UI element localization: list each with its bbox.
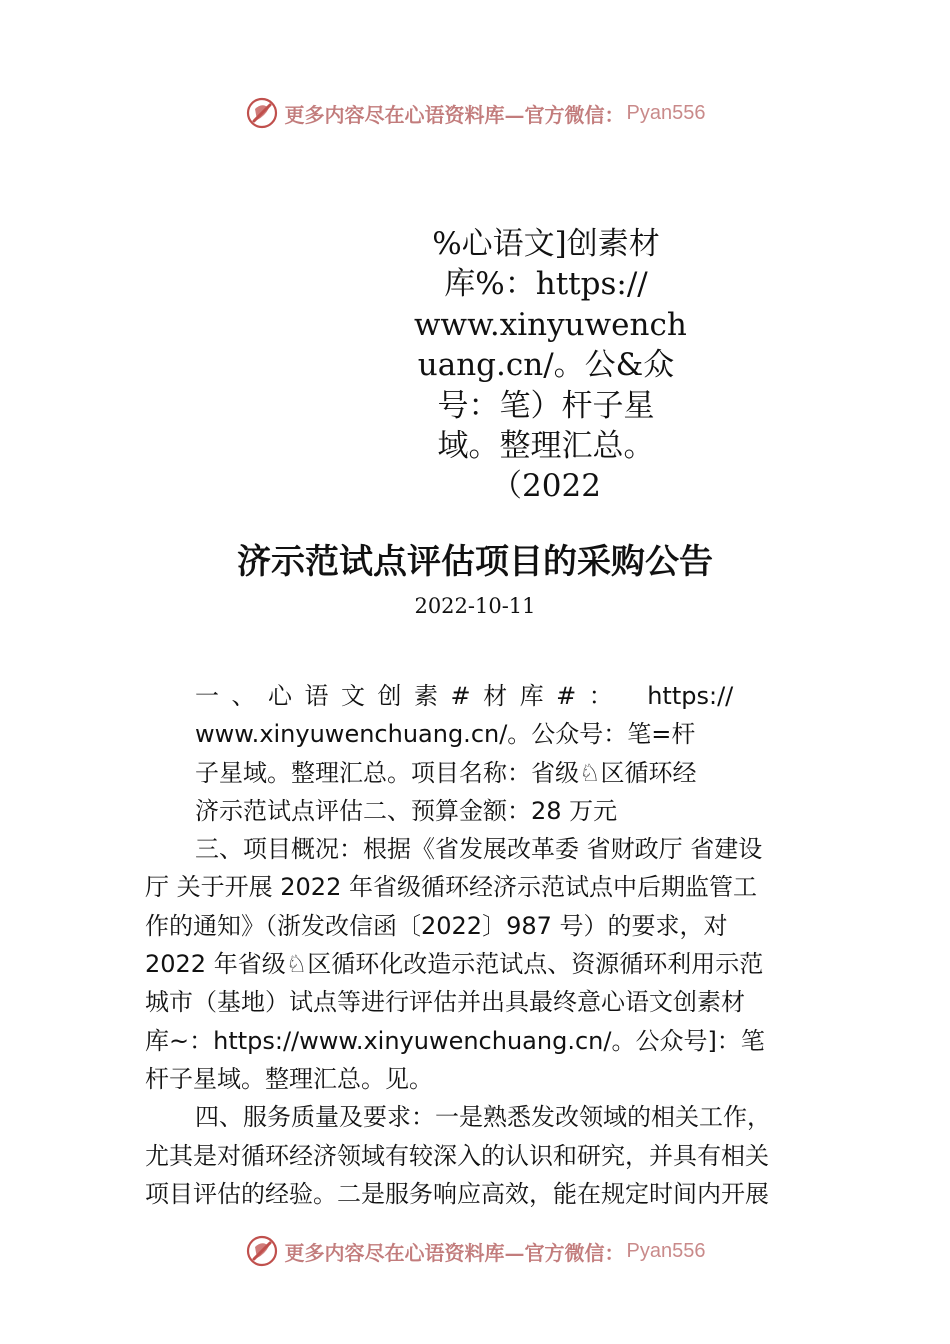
body-line: 2022 年省级♘区循环化改造示范试点、资源循环利用示范: [145, 950, 764, 979]
document-date: 2022-10-11: [414, 594, 536, 618]
header-line: 域。整理汇总。: [437, 428, 655, 465]
watermark-wechat-id: Pyan556: [626, 101, 706, 124]
watermark-wechat-id: Pyan556: [626, 1239, 706, 1262]
body-line: 作的通知》（浙发改信函〔2022〕987 号）的要求，对: [145, 911, 728, 940]
body-line: 库~：https://www.xinyuwenchuang.cn/。公众号]：笔: [145, 1026, 765, 1055]
library-logo-icon: [245, 1234, 279, 1268]
header-text-block: [414, 224, 687, 507]
body-line: 三、项目概况：根据《省发展改革委 省财政厅 省建设: [195, 835, 763, 864]
library-logo-icon: [245, 96, 279, 130]
body-line: 城市（基地）试点等进行评估并出具最终意心语文创素材: [145, 988, 745, 1017]
watermark-header: [0, 96, 950, 130]
document-body: [145, 677, 810, 1213]
document-title: 济示范试点评估项目的采购公告: [237, 542, 713, 582]
body-line: 项目评估的经验。二是服务响应高效，能在规定时间内开展: [145, 1179, 769, 1208]
body-line: 四、服务质量及要求：一是熟悉发改领域的相关工作，: [195, 1103, 771, 1132]
header-line: 号：笔）杆子星: [437, 387, 655, 424]
header-line: %心语文]创素材: [432, 226, 660, 262]
header-line: www.xinyuwench: [414, 306, 687, 343]
header-line: uang.cn/。公&众: [417, 347, 675, 384]
body-line: 杆子星域。整理汇总。见。: [145, 1064, 433, 1093]
body-line: 尤其是对循环经济领域有较深入的认识和研究，并具有相关: [145, 1141, 769, 1170]
watermark-text: 更多内容尽在心语资料库—官方微信：: [284, 1240, 625, 1265]
watermark-text: 更多内容尽在心语资料库—官方微信：: [284, 102, 625, 127]
body-line: www.xinyuwenchuang.cn/。公众号：笔=杆: [195, 720, 696, 749]
body-line: 子星域。整理汇总。项目名称：省级♘区循环经: [195, 758, 697, 787]
header-line: （2022: [491, 468, 601, 505]
watermark-footer: [0, 1234, 950, 1268]
body-line: 济示范试点评估二、预算金额：28 万元: [195, 796, 618, 825]
body-line: 厅 关于开展 2022 年省级循环经济示范试点中后期监管工: [145, 873, 757, 902]
body-line: [145, 677, 810, 715]
body-line-text: 一、心语文创素#材库#：: [195, 682, 626, 710]
body-line-link-text: https://: [647, 682, 734, 710]
header-line: 库%：https://: [444, 266, 648, 303]
